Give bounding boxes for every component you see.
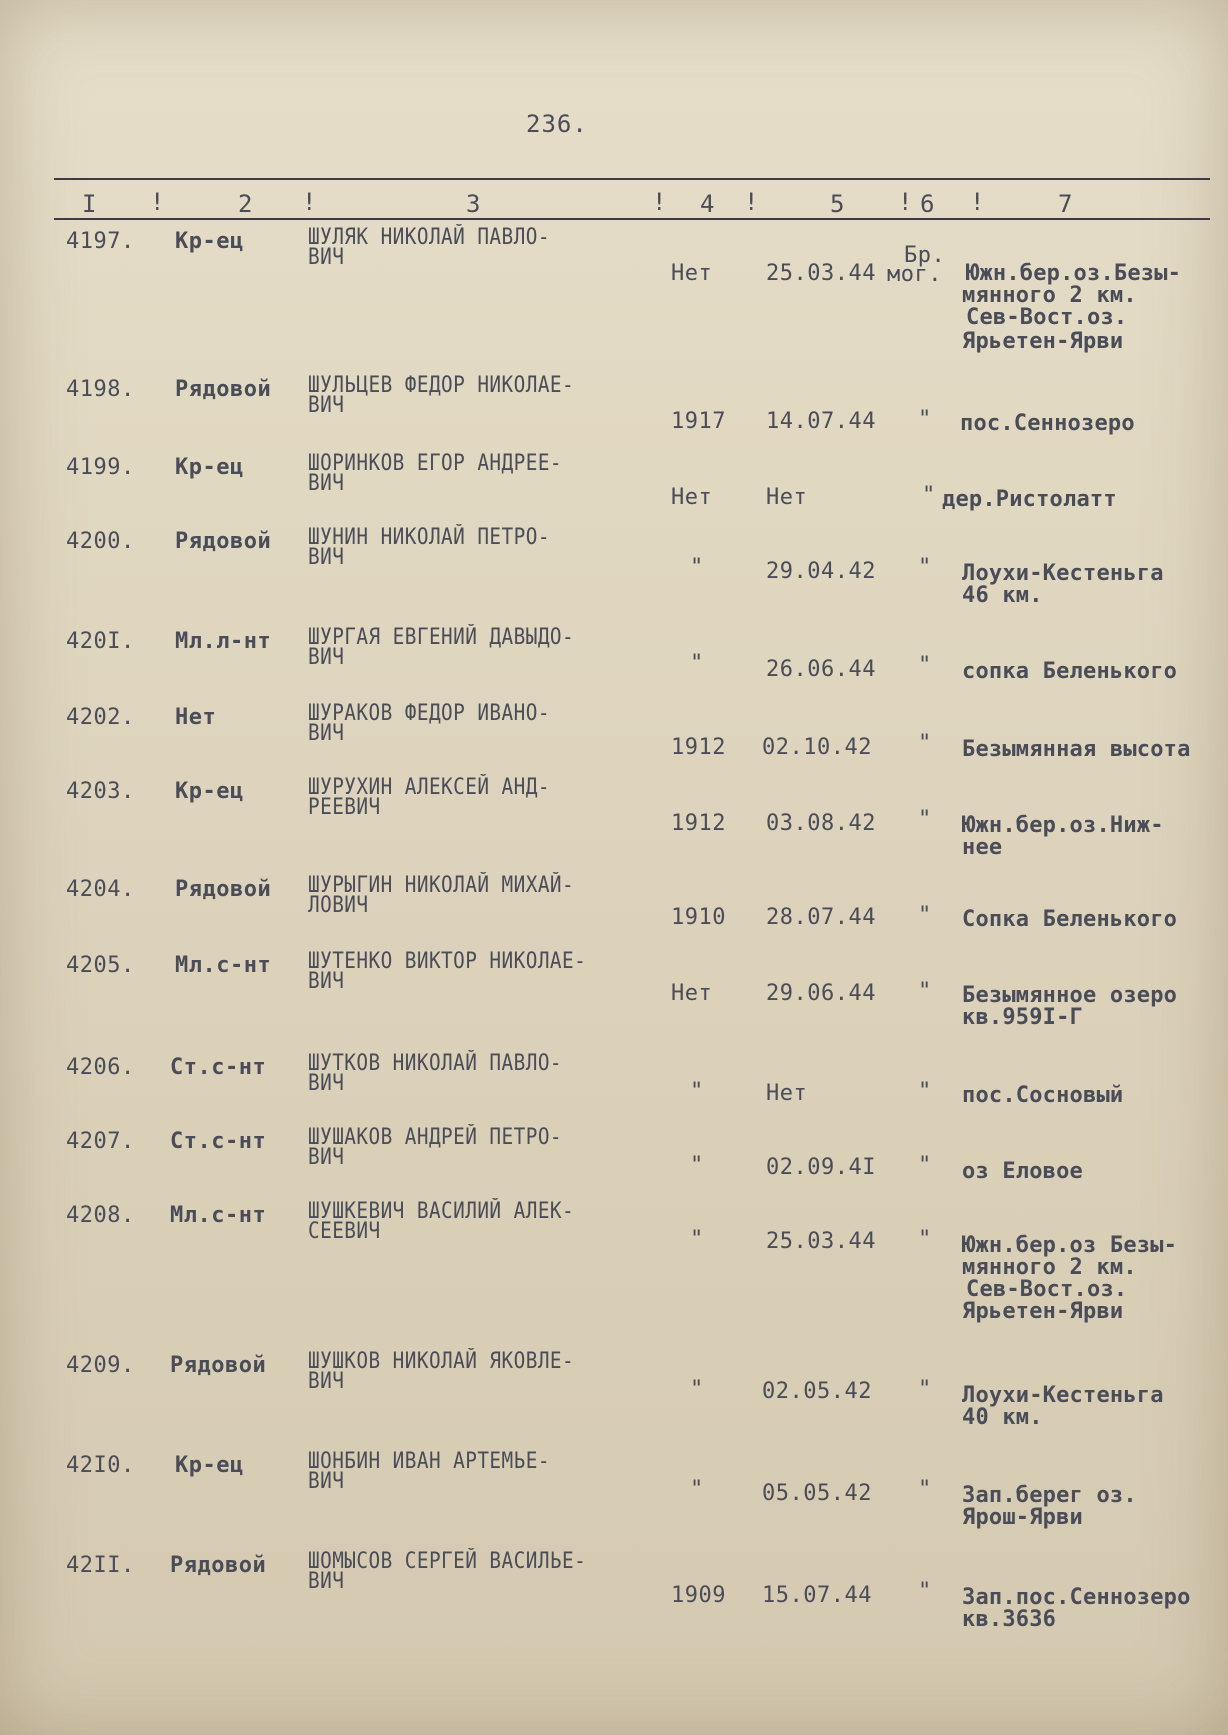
fate: Бр.	[904, 243, 946, 268]
rank: Кр-ец	[175, 779, 244, 804]
name-line-2: ВИЧ	[308, 393, 345, 418]
burial-place-line-2: кв.3636	[962, 1607, 1057, 1632]
birth-year: Нет	[671, 981, 713, 1006]
name-line-1: ШУШКЕВИЧ ВАСИЛИЙ АЛЕК-	[308, 1199, 575, 1224]
fate: "	[918, 807, 932, 832]
death-date: 29.04.42	[766, 559, 876, 584]
name-line-1: ШУНИН НИКОЛАЙ ПЕТРО-	[308, 525, 550, 550]
name-line-1: ШУЛЬЦЕВ ФЕДОР НИКОЛАЕ-	[308, 373, 575, 398]
burial-place-line-2: 40 км.	[962, 1405, 1043, 1430]
birth-year: 1917	[671, 409, 726, 434]
rank: Рядовой	[175, 877, 272, 902]
col-header-3: 3	[466, 190, 481, 218]
burial-place-line-1: Безымянная высота	[962, 737, 1191, 762]
name-line-2: ВИЧ	[308, 245, 345, 270]
burial-place-line-1: пос.Сеннозеро	[960, 411, 1135, 436]
row-number: 4208.	[66, 1203, 135, 1228]
birth-year: "	[690, 1477, 704, 1502]
birth-year: 1909	[671, 1583, 726, 1608]
page-number: 236.	[526, 110, 588, 138]
name-line-1: ШУРЫГИН НИКОЛАЙ МИХАЙ-	[308, 873, 575, 898]
rank: Рядовой	[175, 529, 272, 554]
rank: Кр-ец	[175, 455, 244, 480]
fate: "	[922, 483, 936, 508]
row-number: 4199.	[66, 455, 135, 480]
burial-place-line-1: Безымянное озеро	[962, 983, 1178, 1008]
col-header-5: 5	[830, 190, 845, 218]
birth-year: "	[690, 651, 704, 676]
col-separator: !	[898, 188, 913, 216]
header-rule-top	[54, 178, 1210, 180]
col-separator: !	[150, 188, 165, 216]
name-line-2: ВИЧ	[308, 471, 345, 496]
name-line-2: РЕЕВИЧ	[308, 795, 381, 820]
name-line-1: ШУРУХИН АЛЕКСЕЙ АНД-	[308, 775, 550, 800]
burial-place-line-2: Ярош-Ярви	[962, 1505, 1084, 1530]
fate: "	[918, 1579, 932, 1604]
row-number: 4197.	[66, 229, 135, 254]
row-number: 42II.	[66, 1553, 135, 1578]
birth-year: "	[690, 1377, 704, 1402]
death-date: 28.07.44	[766, 905, 876, 930]
rank: Рядовой	[175, 377, 272, 402]
death-date: 05.05.42	[762, 1481, 872, 1506]
fate: "	[918, 1377, 932, 1402]
rank: Ст.с-нт	[170, 1055, 267, 1080]
name-line-2: ВИЧ	[308, 1145, 345, 1170]
name-line-1: ШОНБИН ИВАН АРТЕМЬЕ-	[308, 1449, 550, 1474]
name-line-2: ВИЧ	[308, 645, 345, 670]
birth-year: "	[690, 1079, 704, 1104]
birth-year: Нет	[671, 485, 713, 510]
burial-place-line-1: Зап.пос.Сеннозеро	[962, 1585, 1191, 1610]
rank: Рядовой	[170, 1553, 267, 1578]
rank: Кр-ец	[175, 229, 244, 254]
rank: Рядовой	[170, 1353, 267, 1378]
burial-place-line-3: Сев-Вост.оз.	[966, 1277, 1128, 1302]
name-line-2: ВИЧ	[308, 1071, 345, 1096]
burial-place-line-2: кв.959I-Г	[962, 1005, 1084, 1030]
fate-line-2: мог.	[887, 262, 942, 287]
row-number: 4202.	[66, 705, 135, 730]
burial-place-line-1: Лоухи-Кестеньга	[962, 1383, 1164, 1408]
birth-year: Нет	[671, 261, 713, 286]
death-date: 29.06.44	[766, 981, 876, 1006]
death-date: 02.09.4I	[766, 1155, 876, 1180]
col-header-1: I	[82, 190, 97, 218]
col-header-2: 2	[238, 190, 253, 218]
birth-year: "	[690, 555, 704, 580]
row-number: 4206.	[66, 1055, 135, 1080]
col-separator: !	[652, 188, 667, 216]
name-line-1: ШУРАКОВ ФЕДОР ИВАНО-	[308, 701, 550, 726]
death-date: 03.08.42	[766, 811, 876, 836]
fate: "	[918, 555, 932, 580]
burial-place-line-1: оз Еловое	[962, 1159, 1084, 1184]
row-number: 4203.	[66, 779, 135, 804]
row-number: 420I.	[66, 629, 135, 654]
burial-place-line-1: Южн.бер.оз Безы-	[962, 1233, 1178, 1258]
fate: "	[918, 1227, 932, 1252]
name-line-1: ШУТКОВ НИКОЛАЙ ПАВЛО-	[308, 1051, 563, 1076]
name-line-1: ШУЛЯК НИКОЛАЙ ПАВЛО-	[308, 225, 550, 250]
name-line-2: ЛОВИЧ	[308, 893, 369, 918]
row-number: 42I0.	[66, 1453, 135, 1478]
rank: Мл.с-нт	[170, 1203, 267, 1228]
fate: "	[918, 731, 932, 756]
rank: Мл.л-нт	[175, 629, 272, 654]
death-date: 14.07.44	[766, 409, 876, 434]
name-line-2: ВИЧ	[308, 721, 345, 746]
fate: "	[918, 1477, 932, 1502]
birth-year: 1912	[671, 811, 726, 836]
death-date: 02.10.42	[762, 735, 872, 760]
birth-year: "	[690, 1227, 704, 1252]
fate: "	[918, 407, 932, 432]
burial-place-line-4: Ярьетен-Ярви	[962, 1299, 1124, 1324]
fate: "	[918, 903, 932, 928]
rank: Нет	[175, 705, 217, 730]
burial-place-line-1: Лоухи-Кестеньга	[962, 561, 1164, 586]
death-date: Нет	[766, 1081, 808, 1106]
burial-place-line-1: Южн.бер.оз.Безы-	[966, 261, 1182, 286]
col-separator: !	[302, 188, 317, 216]
row-number: 4209.	[66, 1353, 135, 1378]
name-line-1: ШУШАКОВ АНДРЕЙ ПЕТРО-	[308, 1125, 563, 1150]
row-number: 4204.	[66, 877, 135, 902]
fate: "	[918, 1153, 932, 1178]
burial-place-line-2: нее	[962, 835, 1003, 860]
birth-year: "	[690, 1153, 704, 1178]
name-line-2: ВИЧ	[308, 1369, 345, 1394]
burial-place-line-1: сопка Беленького	[962, 659, 1178, 684]
burial-place-line-1: Южн.бер.оз.Ниж-	[962, 813, 1164, 838]
name-line-2: СЕЕВИЧ	[308, 1219, 381, 1244]
burial-place-line-2: мянного 2 км.	[962, 1255, 1137, 1280]
name-line-1: ШУРГАЯ ЕВГЕНИЙ ДАВЫДО-	[308, 625, 575, 650]
fate: "	[918, 653, 932, 678]
row-number: 4198.	[66, 377, 135, 402]
col-separator: !	[970, 188, 985, 216]
burial-place-line-1: Сопка Беленького	[962, 907, 1178, 932]
rank: Мл.с-нт	[175, 953, 272, 978]
col-header-4: 4	[700, 190, 715, 218]
burial-place-line-1: Зап.берег оз.	[962, 1483, 1137, 1508]
name-line-1: ШУШКОВ НИКОЛАЙ ЯКОВЛЕ-	[308, 1349, 575, 1374]
name-line-1: ШОРИНКОВ ЕГОР АНДРЕЕ-	[308, 451, 563, 476]
fate: "	[918, 1079, 932, 1104]
death-date: Нет	[766, 485, 808, 510]
rank: Ст.с-нт	[170, 1129, 267, 1154]
birth-year: 1910	[671, 905, 726, 930]
death-date: 26.06.44	[766, 657, 876, 682]
name-line-2: ВИЧ	[308, 969, 345, 994]
col-header-6: 6	[920, 190, 935, 218]
burial-place-line-2: мянного 2 км.	[962, 283, 1137, 308]
burial-place-line-2: 46 км.	[962, 583, 1043, 608]
name-line-2: ВИЧ	[308, 545, 345, 570]
birth-year: 1912	[671, 735, 726, 760]
death-date: 25.03.44	[766, 1229, 876, 1254]
death-date: 25.03.44	[766, 261, 876, 286]
name-line-1: ШОМЫСОВ СЕРГЕЙ ВАСИЛЬЕ-	[308, 1549, 587, 1574]
rank: Кр-ец	[175, 1453, 244, 1478]
name-line-2: ВИЧ	[308, 1469, 345, 1494]
header-rule-bottom	[54, 218, 1210, 220]
name-line-2: ВИЧ	[308, 1569, 345, 1594]
row-number: 4200.	[66, 529, 135, 554]
row-number: 4205.	[66, 953, 135, 978]
burial-place-line-1: пос.Сосновый	[962, 1083, 1124, 1108]
col-separator: !	[744, 188, 759, 216]
death-date: 15.07.44	[762, 1583, 872, 1608]
burial-place-line-1: дер.Ристолатт	[942, 487, 1117, 512]
burial-place-line-3: Сев-Вост.оз.	[966, 305, 1128, 330]
fate: "	[918, 979, 932, 1004]
col-header-7: 7	[1058, 190, 1073, 218]
name-line-1: ШУТЕНКО ВИКТОР НИКОЛАЕ-	[308, 949, 587, 974]
death-date: 02.05.42	[762, 1379, 872, 1404]
row-number: 4207.	[66, 1129, 135, 1154]
burial-place-line-4: Ярьетен-Ярви	[962, 329, 1124, 354]
